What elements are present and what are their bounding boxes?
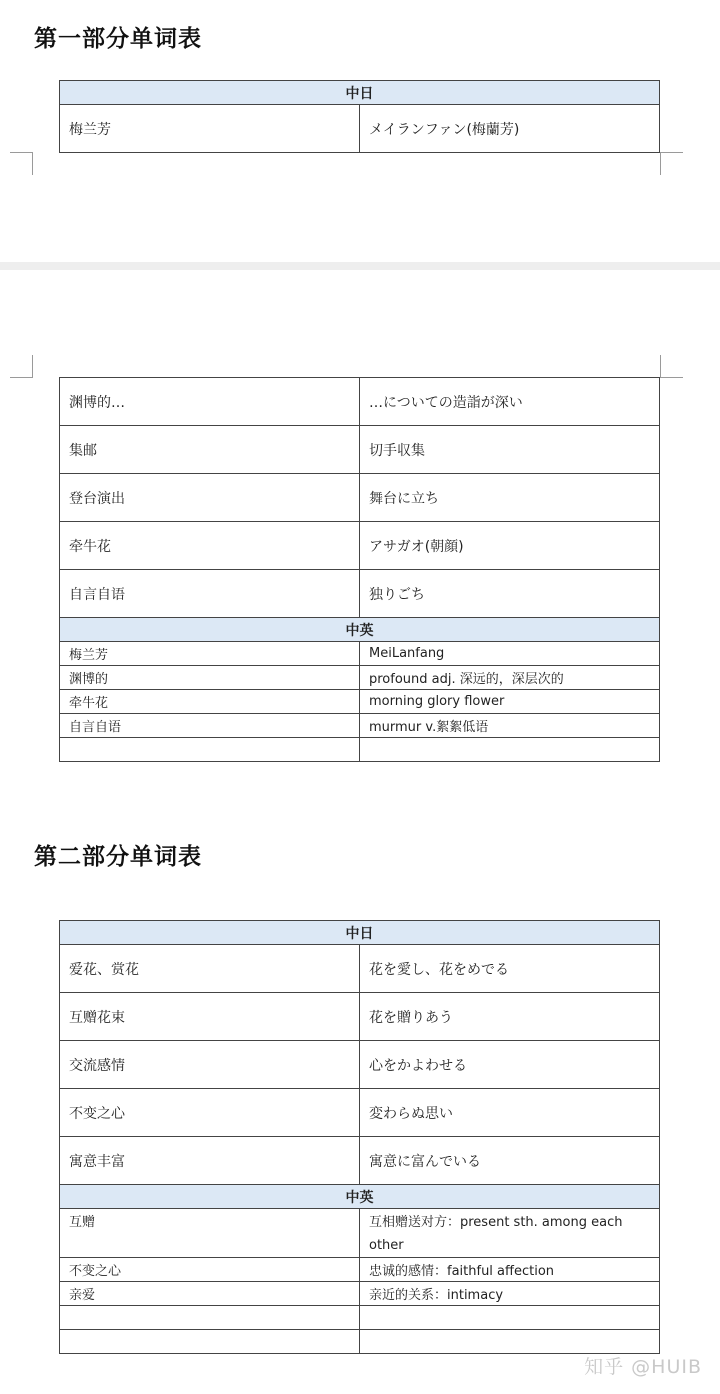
- term-english: 互相赠送对方：present sth. among each other: [360, 1209, 660, 1258]
- table-row: [60, 738, 660, 762]
- page-corner-mark: [660, 152, 683, 175]
- term-chinese: 爱花、赏花: [60, 945, 360, 993]
- table-row: [60, 1258, 660, 1282]
- table-row: [60, 1041, 660, 1089]
- term-chinese: 寓意丰富: [60, 1137, 360, 1185]
- term-chinese: 互赠: [60, 1209, 360, 1258]
- term-chinese: 不变之心: [60, 1258, 360, 1282]
- term-english: [360, 1330, 660, 1354]
- term-chinese: 牵牛花: [60, 522, 360, 570]
- table-row: [60, 945, 660, 993]
- term-japanese: 心をかよわせる: [360, 1041, 660, 1089]
- term-english: [360, 1306, 660, 1330]
- table-row: [60, 714, 660, 738]
- table-row: [60, 426, 660, 474]
- part2-vocab-table: [59, 920, 660, 1354]
- term-english: MeiLanfang: [360, 642, 660, 666]
- term-english: 忠诚的感情：faithful affection: [360, 1258, 660, 1282]
- term-japanese: 寓意に富んでいる: [360, 1137, 660, 1185]
- term-chinese: 牵牛花: [60, 690, 360, 714]
- page-break: [0, 262, 720, 270]
- term-japanese: 舞台に立ち: [360, 474, 660, 522]
- part1-vocab-table-continued: [59, 377, 660, 762]
- term-chinese: 互赠花束: [60, 993, 360, 1041]
- page-corner-mark: [10, 355, 33, 378]
- term-japanese: アサガオ(朝顔): [360, 522, 660, 570]
- table-row: [60, 1137, 660, 1185]
- part2-title: 第二部分单词表: [34, 844, 202, 870]
- term-chinese: 自言自语: [60, 570, 360, 618]
- term-english: murmur v.絮絮低语: [360, 714, 660, 738]
- table-row: [60, 570, 660, 618]
- table-row: [60, 666, 660, 690]
- term-chinese: 渊博的: [60, 666, 360, 690]
- table-row: [60, 1209, 660, 1258]
- term-japanese: 花を贈りあう: [360, 993, 660, 1041]
- term-chinese: 登台演出: [60, 474, 360, 522]
- watermark: 知乎 @HUIB: [584, 1356, 702, 1378]
- term-english: morning glory flower: [360, 690, 660, 714]
- term-chinese: [60, 1330, 360, 1354]
- section-header-zh-en: 中英: [60, 1185, 660, 1209]
- section-header-zh-jp: 中日: [60, 921, 660, 945]
- table-row: [60, 1089, 660, 1137]
- term-japanese: 独りごち: [360, 570, 660, 618]
- term-chinese: 渊博的…: [60, 378, 360, 426]
- term-japanese: 花を愛し、花をめでる: [360, 945, 660, 993]
- term-chinese: 梅兰芳: [60, 105, 360, 153]
- section-header-zh-jp: 中日: [60, 81, 660, 105]
- table-row: [60, 1282, 660, 1306]
- term-english: [360, 738, 660, 762]
- term-chinese: 亲爱: [60, 1282, 360, 1306]
- term-chinese: 不变之心: [60, 1089, 360, 1137]
- term-chinese: 梅兰芳: [60, 642, 360, 666]
- term-japanese: 変わらぬ思い: [360, 1089, 660, 1137]
- term-japanese: 切手収集: [360, 426, 660, 474]
- table-row: [60, 993, 660, 1041]
- term-japanese: …についての造詣が深い: [360, 378, 660, 426]
- table-row: [60, 474, 660, 522]
- term-chinese: [60, 1306, 360, 1330]
- page-corner-mark: [10, 152, 33, 175]
- table-row: [60, 642, 660, 666]
- part1-vocab-table-top: [59, 80, 660, 153]
- term-chinese: 自言自语: [60, 714, 360, 738]
- term-english: profound adj. 深远的，深层次的: [360, 666, 660, 690]
- table-row: [60, 1306, 660, 1330]
- table-row: [60, 105, 660, 153]
- table-row: [60, 378, 660, 426]
- part1-title: 第一部分单词表: [34, 26, 202, 52]
- table-row: [60, 522, 660, 570]
- term-japanese: メイランファン(梅蘭芳): [360, 105, 660, 153]
- term-chinese: 集邮: [60, 426, 360, 474]
- term-chinese: [60, 738, 360, 762]
- page-corner-mark: [660, 355, 683, 378]
- table-row: [60, 690, 660, 714]
- term-chinese: 交流感情: [60, 1041, 360, 1089]
- section-header-zh-en: 中英: [60, 618, 660, 642]
- table-row: [60, 1330, 660, 1354]
- term-english: 亲近的关系：intimacy: [360, 1282, 660, 1306]
